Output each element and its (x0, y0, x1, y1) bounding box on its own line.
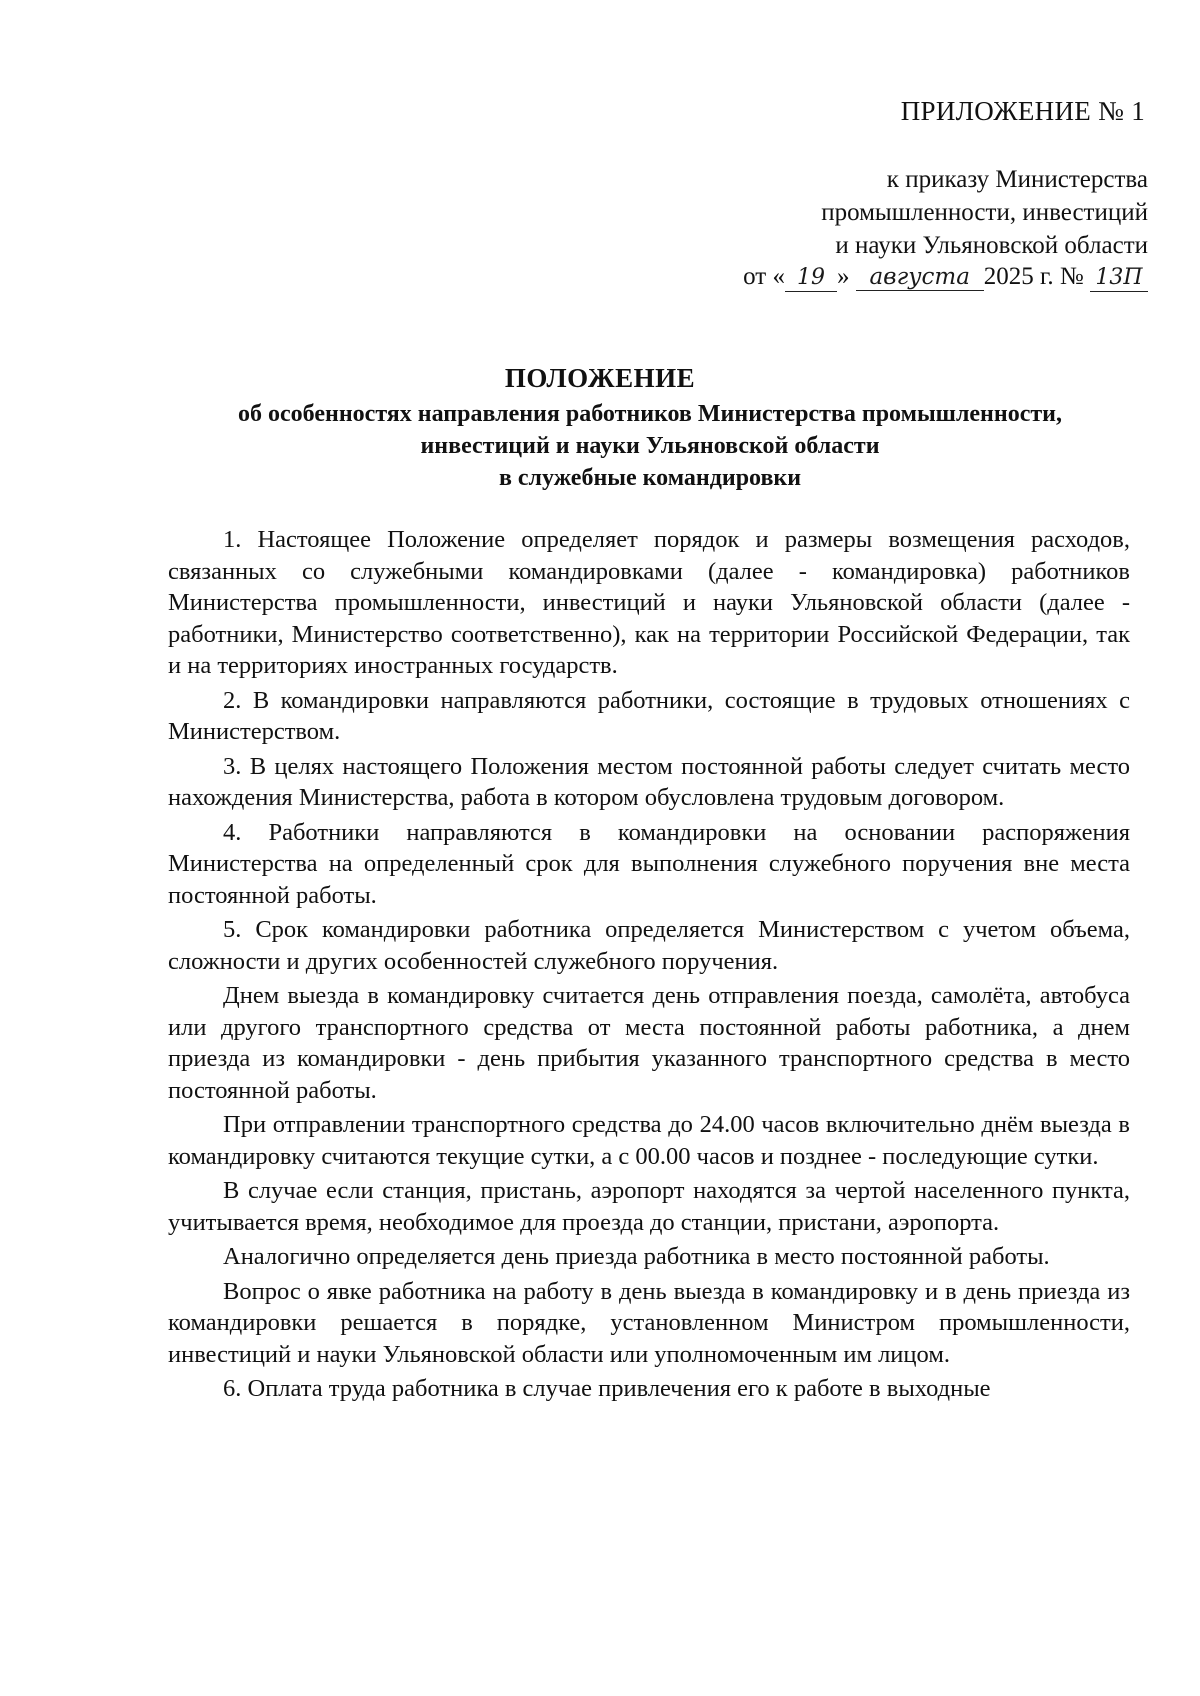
order-ref-line: и науки Ульяновской области (835, 232, 1148, 259)
paragraph-attendance: Вопрос о явке работника на работу в день выезда в командировку и в день приезда из командировки решается в порядке, установленном Министром промышленности, инвестиций и науки Ульяновской области или уполномоченным им лицом. (168, 1277, 1130, 1368)
paragraph-departure-day: Днем выезда в командировку считается день отправления поезда, самолёта, автобуса или другого транспортного средства от места постоянной работы работника, а днем приезда из командировки - день прибытия указанного транспортного средства в место постоянной работы. (168, 982, 1130, 1104)
paragraph-departure-time: При отправлении транспортного средства до 24.00 часов включительно днём выезда в командировку считаются текущие сутки, а с 00.00 часов и позднее - последующие сутки. (168, 1111, 1130, 1170)
date-year: 2025 г. № (983, 263, 1084, 290)
document-title: ПОЛОЖЕНИЕ (504, 363, 696, 393)
paragraph-2: 2. В командировки направляются работники, состоящие в трудовых отношениях с Министерством. (168, 686, 1130, 745)
date-prefix: от « (743, 263, 785, 290)
paragraph-3: 3. В целях настоящего Положения местом постоянной работы следует считать место нахождения Министерства, работа в котором обусловлена трудовым договором. (168, 752, 1130, 811)
paragraph-station: В случае если станция, пристань, аэропорт находятся за чертой населенного пункта, учитывается время, необходимое для проезда до станции, пристани, аэропорта. (168, 1177, 1130, 1236)
paragraph-4: 4. Работники направляются в командировки на основании распоряжения Министерства на определенный срок для выполнения служебного поручения вне места постоянной работы. (168, 818, 1130, 909)
order-reference (821, 163, 1148, 262)
order-date-line (743, 260, 1148, 293)
document-body (168, 524, 1130, 1408)
subtitle-line: в служебные командировки (498, 465, 802, 491)
paragraph-6: 6. Оплата труда работника в случае привлечения его к работе в выходные (223, 1375, 991, 1402)
paragraph-5: 5. Срок командировки работника определяется Министерством с учетом объема, сложности и других особенностей служебного поручения. (168, 916, 1130, 975)
paragraph-arrival-day: Аналогично определяется день приезда работника в место постоянной работы. (223, 1243, 1050, 1270)
document-subtitle (160, 398, 1140, 494)
handwritten-order-number: 13П (1090, 265, 1148, 292)
handwritten-month: августа (856, 264, 984, 291)
handwritten-day: 19 (785, 265, 837, 292)
order-ref-line: промышленности, инвестиций (821, 199, 1148, 226)
order-ref-line: к приказу Министерства (886, 166, 1148, 193)
subtitle-line: инвестиций и науки Ульяновской области (420, 433, 880, 459)
date-quote-close: » (836, 263, 850, 290)
appendix-heading: ПРИЛОЖЕНИЕ № 1 (900, 96, 1145, 126)
paragraph-1: 1. Настоящее Положение определяет порядок и размеры возмещения расходов, связанных со служебными командировками (далее - командировка) работников Министерства промышленности, инвестиций и науки Ульяновской области (далее - работники, Министерство соответственно), как на территории Российской Федерации, так и на территориях иностранных государств. (168, 526, 1130, 679)
subtitle-line: об особенностях направления работников Министерства промышленности, (238, 401, 1062, 427)
